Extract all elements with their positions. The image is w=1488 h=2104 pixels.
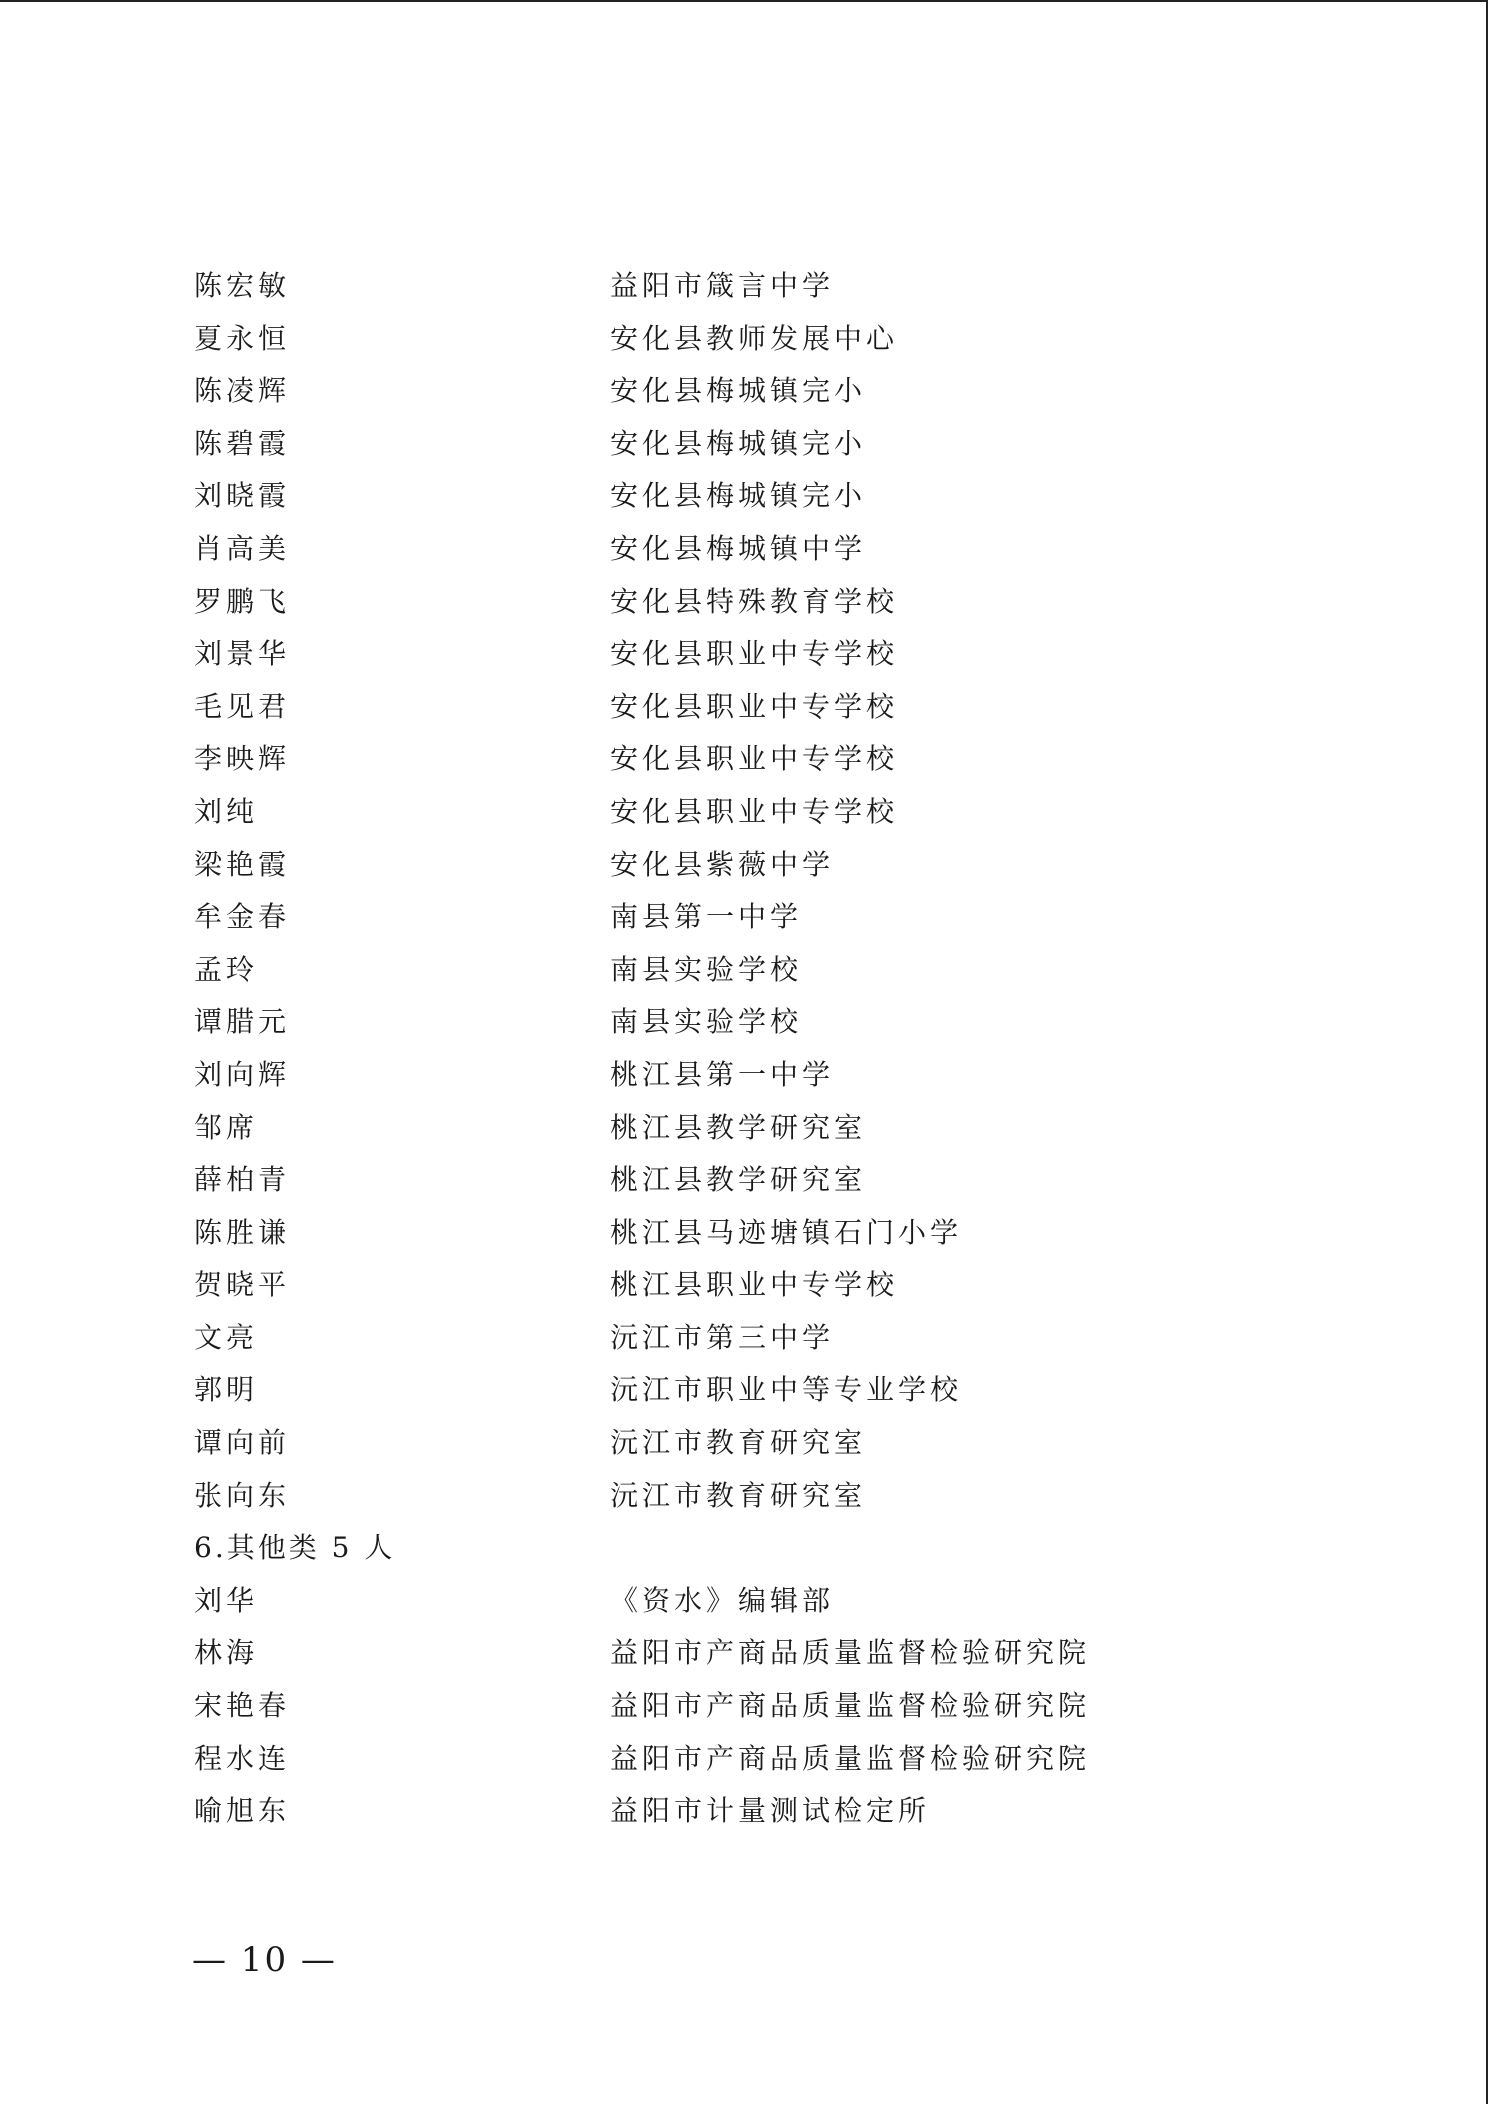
organization: 桃江县教学研究室 bbox=[610, 1110, 867, 1144]
list-item bbox=[194, 260, 1344, 313]
person-name: 薛柏青 bbox=[194, 1163, 291, 1197]
list-item bbox=[194, 628, 1344, 681]
person-name: 张向东 bbox=[194, 1478, 291, 1512]
person-name: 邹席 bbox=[194, 1110, 259, 1144]
list-item bbox=[194, 1785, 1344, 1838]
person-name: 夏永恒 bbox=[194, 321, 291, 355]
organization: 安化县梅城镇完小 bbox=[610, 374, 867, 408]
person-name: 贺晓平 bbox=[194, 1268, 291, 1302]
list-item bbox=[194, 839, 1344, 892]
organization: 安化县紫薇中学 bbox=[610, 847, 835, 881]
organization: 安化县教师发展中心 bbox=[610, 321, 899, 355]
person-name: 牟金春 bbox=[194, 900, 291, 934]
person-name: 刘纯 bbox=[194, 794, 259, 828]
organization: 《资水》编辑部 bbox=[610, 1583, 835, 1617]
organization: 沅江市教育研究室 bbox=[610, 1426, 867, 1460]
organization: 桃江县职业中专学校 bbox=[610, 1268, 899, 1302]
organization: 益阳市箴言中学 bbox=[610, 269, 835, 302]
list-item bbox=[194, 1417, 1344, 1470]
list-item bbox=[194, 1364, 1344, 1417]
organization: 益阳市产商品质量监督检验研究院 bbox=[610, 1689, 1091, 1723]
list-item bbox=[194, 1575, 1344, 1628]
person-name: 文亮 bbox=[194, 1320, 259, 1354]
organization: 南县第一中学 bbox=[610, 900, 803, 934]
list-item bbox=[194, 1207, 1344, 1260]
person-name: 罗鹏飞 bbox=[194, 584, 291, 618]
person-name: 程水连 bbox=[194, 1741, 291, 1775]
list-item bbox=[194, 1627, 1344, 1680]
person-name: 宋艳春 bbox=[194, 1689, 291, 1723]
organization: 桃江县马迹塘镇石门小学 bbox=[610, 1215, 963, 1249]
person-name: 陈凌辉 bbox=[194, 374, 291, 408]
list-item bbox=[194, 733, 1344, 786]
list-item bbox=[194, 1733, 1344, 1786]
person-name: 毛见君 bbox=[194, 689, 291, 723]
list-item bbox=[194, 1259, 1344, 1312]
organization: 益阳市产商品质量监督检验研究院 bbox=[610, 1741, 1091, 1775]
page-number: — 10 — bbox=[192, 1940, 337, 1980]
organization: 安化县特殊教育学校 bbox=[610, 584, 899, 618]
list-item bbox=[194, 313, 1344, 366]
organization: 安化县职业中专学校 bbox=[610, 742, 899, 776]
category-heading bbox=[194, 1522, 1344, 1575]
top-border-line bbox=[0, 0, 1488, 2]
list-item bbox=[194, 523, 1344, 576]
person-name: 喻旭东 bbox=[194, 1794, 291, 1828]
list-item bbox=[194, 996, 1344, 1049]
organization: 安化县职业中专学校 bbox=[610, 794, 899, 828]
list-item bbox=[194, 1312, 1344, 1365]
list-item bbox=[194, 470, 1344, 523]
organization: 安化县职业中专学校 bbox=[610, 689, 899, 723]
person-name: 谭腊元 bbox=[194, 1005, 291, 1039]
person-name: 刘华 bbox=[194, 1583, 259, 1617]
organization: 安化县梅城镇中学 bbox=[610, 531, 867, 565]
category-heading-text: 6.其他类 5 人 bbox=[194, 1531, 396, 1565]
person-name: 刘景华 bbox=[194, 637, 291, 671]
organization: 安化县职业中专学校 bbox=[610, 637, 899, 671]
person-name: 刘晓霞 bbox=[194, 479, 291, 513]
organization: 益阳市产商品质量监督检验研究院 bbox=[610, 1636, 1091, 1670]
organization: 南县实验学校 bbox=[610, 1005, 803, 1039]
person-name: 梁艳霞 bbox=[194, 847, 291, 881]
organization: 沅江市教育研究室 bbox=[610, 1478, 867, 1512]
list-item bbox=[194, 1049, 1344, 1102]
person-name: 刘向辉 bbox=[194, 1057, 291, 1091]
organization: 南县实验学校 bbox=[610, 952, 803, 986]
list-item bbox=[194, 1154, 1344, 1207]
list-item bbox=[194, 576, 1344, 629]
organization: 益阳市计量测试检定所 bbox=[610, 1794, 931, 1828]
organization: 桃江县第一中学 bbox=[610, 1057, 835, 1091]
person-name: 陈碧霞 bbox=[194, 426, 291, 460]
list-item bbox=[194, 681, 1344, 734]
list-item bbox=[194, 365, 1344, 418]
person-name: 孟玲 bbox=[194, 952, 259, 986]
person-name: 郭明 bbox=[194, 1373, 259, 1407]
award-list bbox=[194, 260, 1344, 1838]
organization: 安化县梅城镇完小 bbox=[610, 479, 867, 513]
list-item bbox=[194, 1102, 1344, 1155]
list-item bbox=[194, 944, 1344, 997]
person-name: 陈宏敏 bbox=[194, 269, 291, 302]
list-item bbox=[194, 786, 1344, 839]
person-name: 谭向前 bbox=[194, 1426, 291, 1460]
person-name: 陈胜谦 bbox=[194, 1215, 291, 1249]
person-name: 李映辉 bbox=[194, 742, 291, 776]
organization: 桃江县教学研究室 bbox=[610, 1163, 867, 1197]
organization: 安化县梅城镇完小 bbox=[610, 426, 867, 460]
organization: 沅江市第三中学 bbox=[610, 1320, 835, 1354]
person-name: 肖高美 bbox=[194, 531, 291, 565]
list-item bbox=[194, 1680, 1344, 1733]
list-item bbox=[194, 418, 1344, 471]
list-item bbox=[194, 1470, 1344, 1523]
organization: 沅江市职业中等专业学校 bbox=[610, 1373, 963, 1407]
list-item bbox=[194, 891, 1344, 944]
person-name: 林海 bbox=[194, 1636, 259, 1670]
